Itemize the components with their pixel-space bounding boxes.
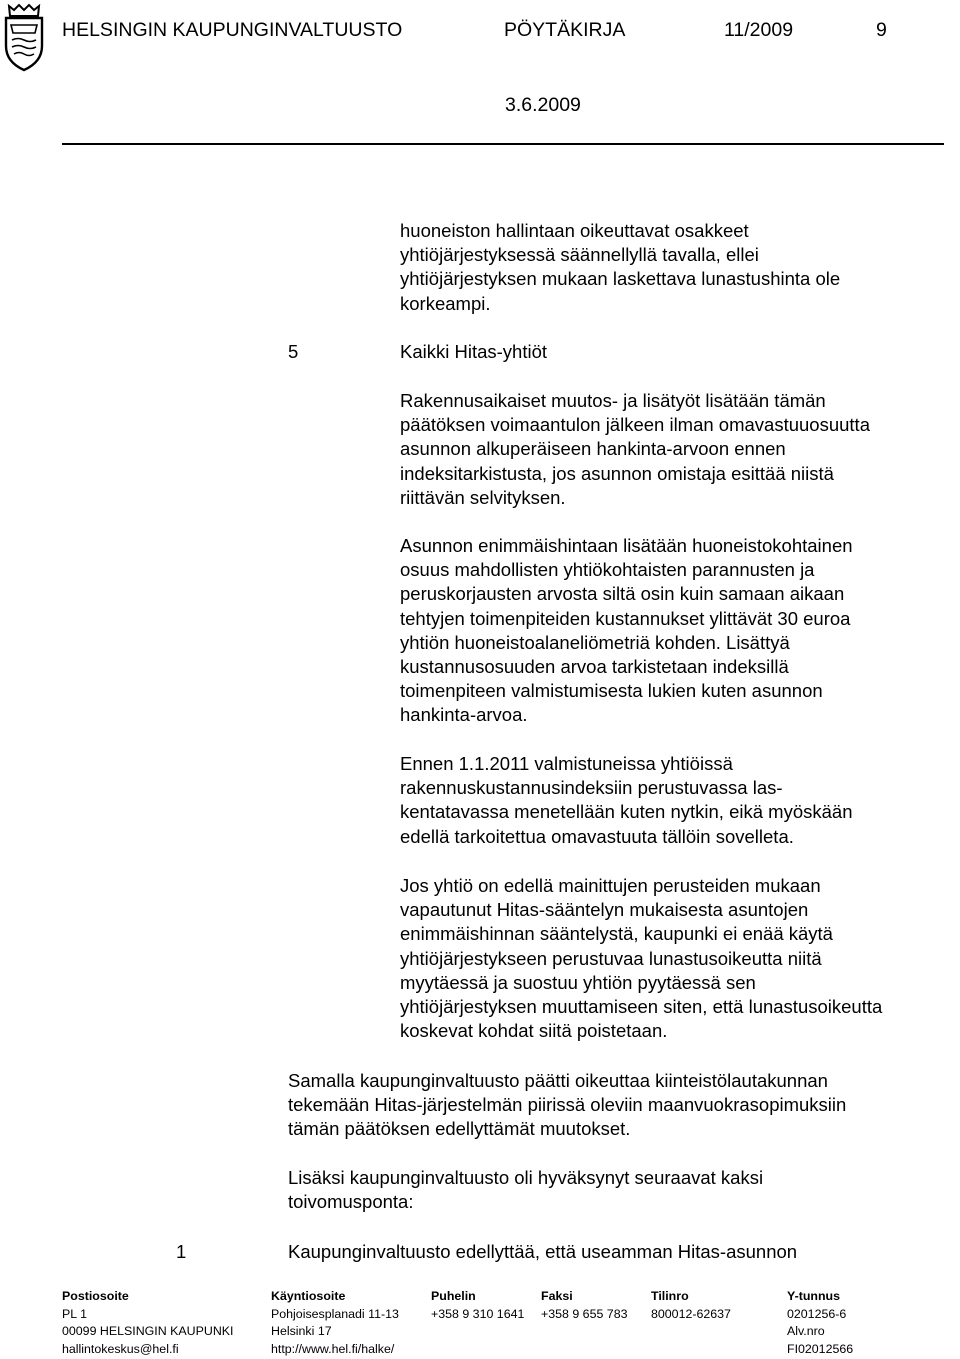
text-line: Jos yhtiö on edellä mainittujen perusteiden mukaan [400,875,821,896]
text-line: edellä tarkoitettua omavastuuta tällöin sovelleta. [400,825,794,847]
text-line: toivomusponta: [288,1191,414,1213]
header-divider [62,143,944,145]
footer-heading: Käyntiosoite [271,1289,346,1303]
paragraph-motions [288,1166,763,1214]
footer-visiting-address [271,1288,399,1358]
footer-value: +358 9 310 1641 [431,1306,525,1321]
paragraph-before-2011 [400,752,852,849]
document-type: PÖYTÄKIRJA [504,19,626,41]
footer-account-number [651,1288,731,1323]
footer-postal-address [62,1288,233,1358]
text-line: myytäessä ja suostuu yhtiön pyytäessä sen [400,971,756,993]
footer-value: Pohjoisesplanadi 11-13 [271,1306,399,1321]
text-line: asunnon alkuperäiseen hankinta-arvoon ennen [400,438,786,460]
page-number: 9 [876,19,887,41]
item-heading: Kaikki Hitas-yhtiöt [400,341,548,362]
text-line: yhtiöjärjestyksessä säännellyllä tavalla, ellei [400,244,759,266]
footer-heading: Tilinro [651,1289,689,1303]
footer-value: Alv.nro [787,1324,825,1338]
text-line: huoneiston hallintaan oikeuttavat osakkeet [400,220,749,241]
text-line: hankinta-arvoa. [400,704,528,726]
footer-value: PL 1 [62,1306,88,1321]
footer-value: FI02012566 [787,1341,854,1356]
paragraph-max-price [400,534,853,728]
text-line: yhtiöjärjestykseen perustuvaa lunastusoikeutta niitä [400,947,822,969]
text-line: korkeampi. [400,292,491,314]
text-line: tehtyjen toimenpiteiden kustannukset ylittävät 30 euroa [400,607,851,629]
text-line: koskevat kohdat siitä poistetaan. [400,1020,668,1042]
footer-heading: Faksi [541,1289,573,1303]
motion-text: Kaupunginvaltuusto edellyttää, että useamman Hitas-asunnon [288,1241,798,1262]
paragraph-released-companies [400,874,882,1043]
text-line: peruskorjausten arvosta siltä osin kuin samaan aikaan [400,583,845,605]
intro-paragraph [400,219,840,316]
footer-business-id [787,1288,853,1358]
footer-value: 00099 HELSINGIN KAUPUNKI [62,1324,234,1338]
item-number: 5 [288,341,299,362]
footer-heading: Y-tunnus [787,1289,840,1303]
footer-value: 0201256-6 [787,1306,847,1321]
text-line: tämän päätöksen edellyttämät muutokset. [288,1118,631,1140]
text-line: Lisäksi kaupunginvaltuusto oli hyväksynyt seuraavat kaksi [288,1167,764,1188]
footer-value: 800012-62637 [651,1306,731,1321]
text-line: yhtiöjärjestyksen muuttamiseen siten, että lunastusoikeutta [400,996,883,1018]
meeting-date: 3.6.2009 [505,94,581,116]
document-number: 11/2009 [724,19,794,41]
text-line: indeksitarkistusta, jos asunnon omistaja esittää niistä [400,462,834,484]
footer-website-link[interactable]: http://www.hel.fi/halke/ [271,1341,395,1356]
text-line: yhtiön huoneistoalaneliömetriä kohden. Lisättyä [400,631,790,653]
footer-value: Helsinki 17 [271,1324,332,1338]
text-line: kentatavassa menetellään kuten nytkin, eikä myöskään [400,801,853,823]
text-line: kustannusosuuden arvoa tarkistetaan indeksillä [400,656,789,678]
footer-email-link[interactable]: hallintokeskus@hel.fi [62,1341,179,1356]
text-line: riittävän selvityksen. [400,486,566,508]
text-line: Asunnon enimmäishintaan lisätään huoneistokohtainen [400,535,853,556]
text-line: Ennen 1.1.2011 valmistuneissa yhtiöissä [400,753,733,774]
footer-value: +358 9 655 783 [541,1306,628,1321]
text-line: Samalla kaupunginvaltuusto päätti oikeuttaa kiinteistölautakunnan [288,1070,828,1091]
motion-number: 1 [176,1241,187,1262]
text-line: tekemään Hitas-järjestelmän piirissä oleviin maanvuokrasopimuksiin [288,1094,847,1116]
text-line: yhtiöjärjestyksen mukaan laskettava lunastushinta ole [400,268,841,290]
footer-heading: Puhelin [431,1289,476,1303]
text-line: päätöksen voimaantulon jälkeen ilman omavastuuosuutta [400,414,870,436]
text-line: vapautunut Hitas-sääntelyn mukaisesta asuntojen [400,899,809,921]
helsinki-coat-of-arms-icon [0,0,48,72]
footer-phone [431,1288,524,1323]
text-line: enimmäishinnan sääntelystä, kaupunki ei enää käytä [400,923,833,945]
text-line: rakennuskustannusindeksiin perustuvassa las- [400,777,783,799]
paragraph-land-lease [288,1069,846,1142]
organization-name: HELSINGIN KAUPUNGINVALTUUSTO [62,19,403,41]
footer-fax [541,1288,627,1323]
text-line: osuus mahdollisten yhtiökohtaisten parannusten ja [400,559,815,581]
footer-heading: Postiosoite [62,1289,129,1303]
paragraph-additional-work [400,389,870,510]
text-line: Rakennusaikaiset muutos- ja lisätyöt lisätään tämän [400,390,826,411]
text-line: toimenpiteen valmistumisesta lukien kuten asunnon [400,680,823,702]
